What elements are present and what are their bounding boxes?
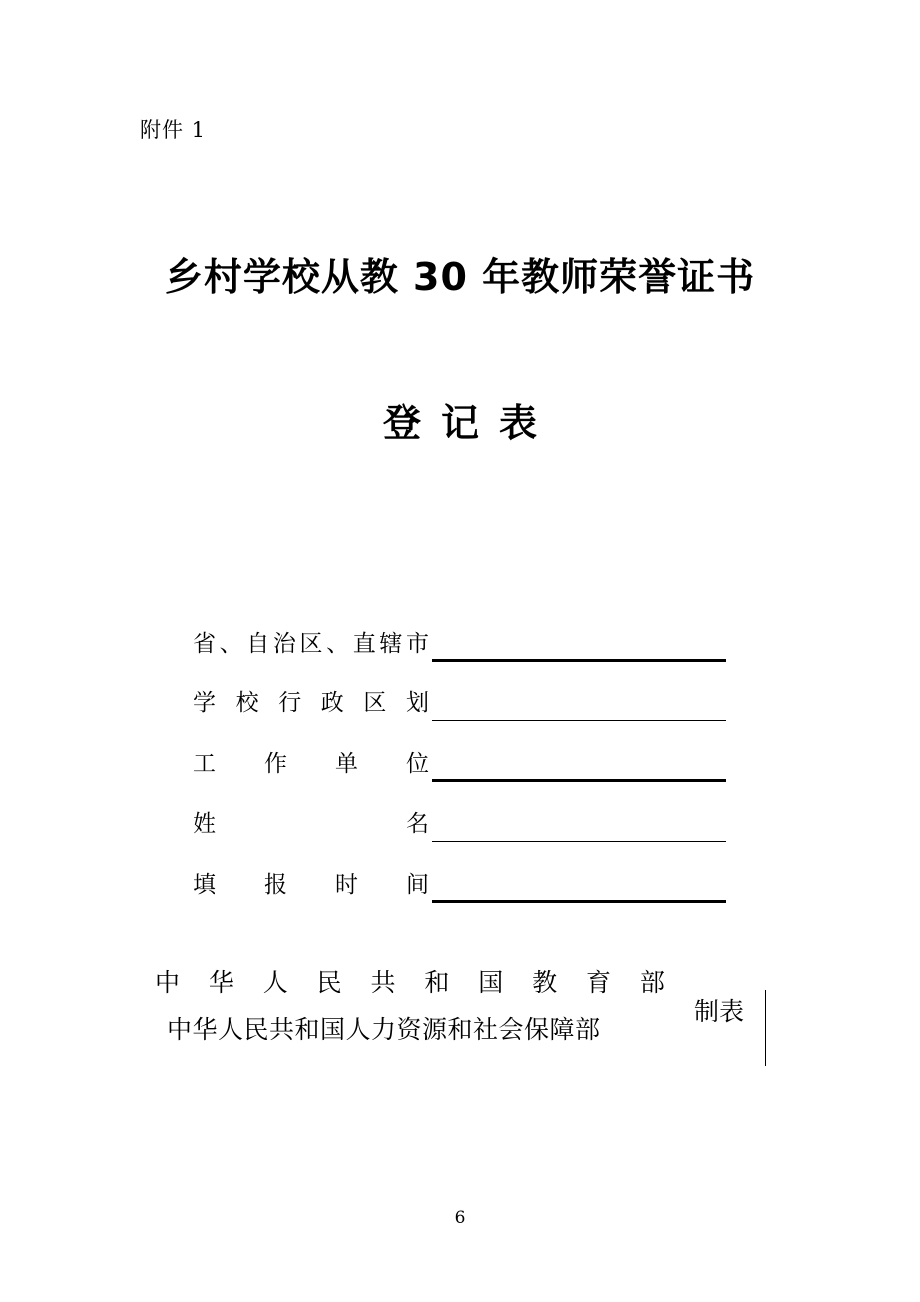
- field-label: [193, 750, 429, 778]
- page-number: 6: [454, 1208, 466, 1228]
- label-char: 区: [363, 690, 387, 716]
- made-by-label: 制表: [694, 997, 745, 1026]
- field-label: [193, 689, 429, 717]
- label-char: 部: [639, 968, 665, 997]
- field-work-unit: [193, 742, 726, 782]
- label-char: 共: [370, 968, 396, 997]
- label-char: 直: [352, 631, 376, 657]
- field-name: [193, 802, 726, 842]
- attachment-label: 附件 1: [140, 118, 207, 142]
- field-report-time: [193, 863, 726, 903]
- document-title: 乡村学校从教 30 年教师荣誉证书: [164, 255, 756, 299]
- label-char: 报: [264, 872, 287, 898]
- label-char: 划: [405, 690, 429, 716]
- field-label: [193, 810, 429, 838]
- label-char: 校: [235, 690, 259, 716]
- label-char: 学: [193, 690, 216, 716]
- label-char: 政: [320, 690, 344, 716]
- label-char: 名: [406, 811, 429, 837]
- label-char: 民: [316, 968, 342, 997]
- field-input-line[interactable]: [432, 841, 726, 842]
- label-char: 、: [219, 631, 243, 657]
- label-char: 育: [586, 968, 612, 997]
- label-char: 姓: [193, 811, 216, 837]
- field-input-line[interactable]: [432, 720, 726, 721]
- label-char: 自: [246, 631, 270, 657]
- label-char: 作: [264, 751, 287, 777]
- label-char: 教: [532, 968, 558, 997]
- field-input-line[interactable]: [432, 900, 726, 903]
- label-char: 省: [193, 631, 216, 657]
- label-char: 中: [155, 968, 181, 997]
- label-char: 、: [326, 631, 350, 657]
- label-char: 市: [406, 631, 429, 657]
- label-char: 时: [335, 872, 358, 898]
- label-char: 工: [193, 751, 216, 777]
- label-char: 辖: [379, 631, 403, 657]
- issuer-ministry-hr: 中华人民共和国人力资源和社会保障部: [167, 1015, 601, 1044]
- label-char: 填: [193, 872, 216, 898]
- label-char: 华: [208, 968, 234, 997]
- vertical-divider: [765, 990, 766, 1066]
- label-char: 治: [272, 631, 296, 657]
- label-char: 行: [278, 690, 302, 716]
- label-char: 位: [406, 751, 429, 777]
- label-char: 和: [424, 968, 450, 997]
- field-input-line[interactable]: [432, 779, 726, 782]
- label-char: 国: [478, 968, 504, 997]
- field-label: [193, 630, 429, 658]
- field-input-line[interactable]: [432, 659, 726, 662]
- field-school-district: [193, 681, 726, 721]
- label-char: 区: [299, 631, 323, 657]
- field-province: [193, 622, 726, 662]
- field-label: [193, 871, 429, 899]
- label-char: 人: [262, 968, 288, 997]
- label-char: 单: [335, 751, 358, 777]
- label-char: 间: [406, 872, 429, 898]
- issuer-ministry-education: [155, 968, 665, 998]
- document-subtitle: 登记表: [382, 401, 557, 445]
